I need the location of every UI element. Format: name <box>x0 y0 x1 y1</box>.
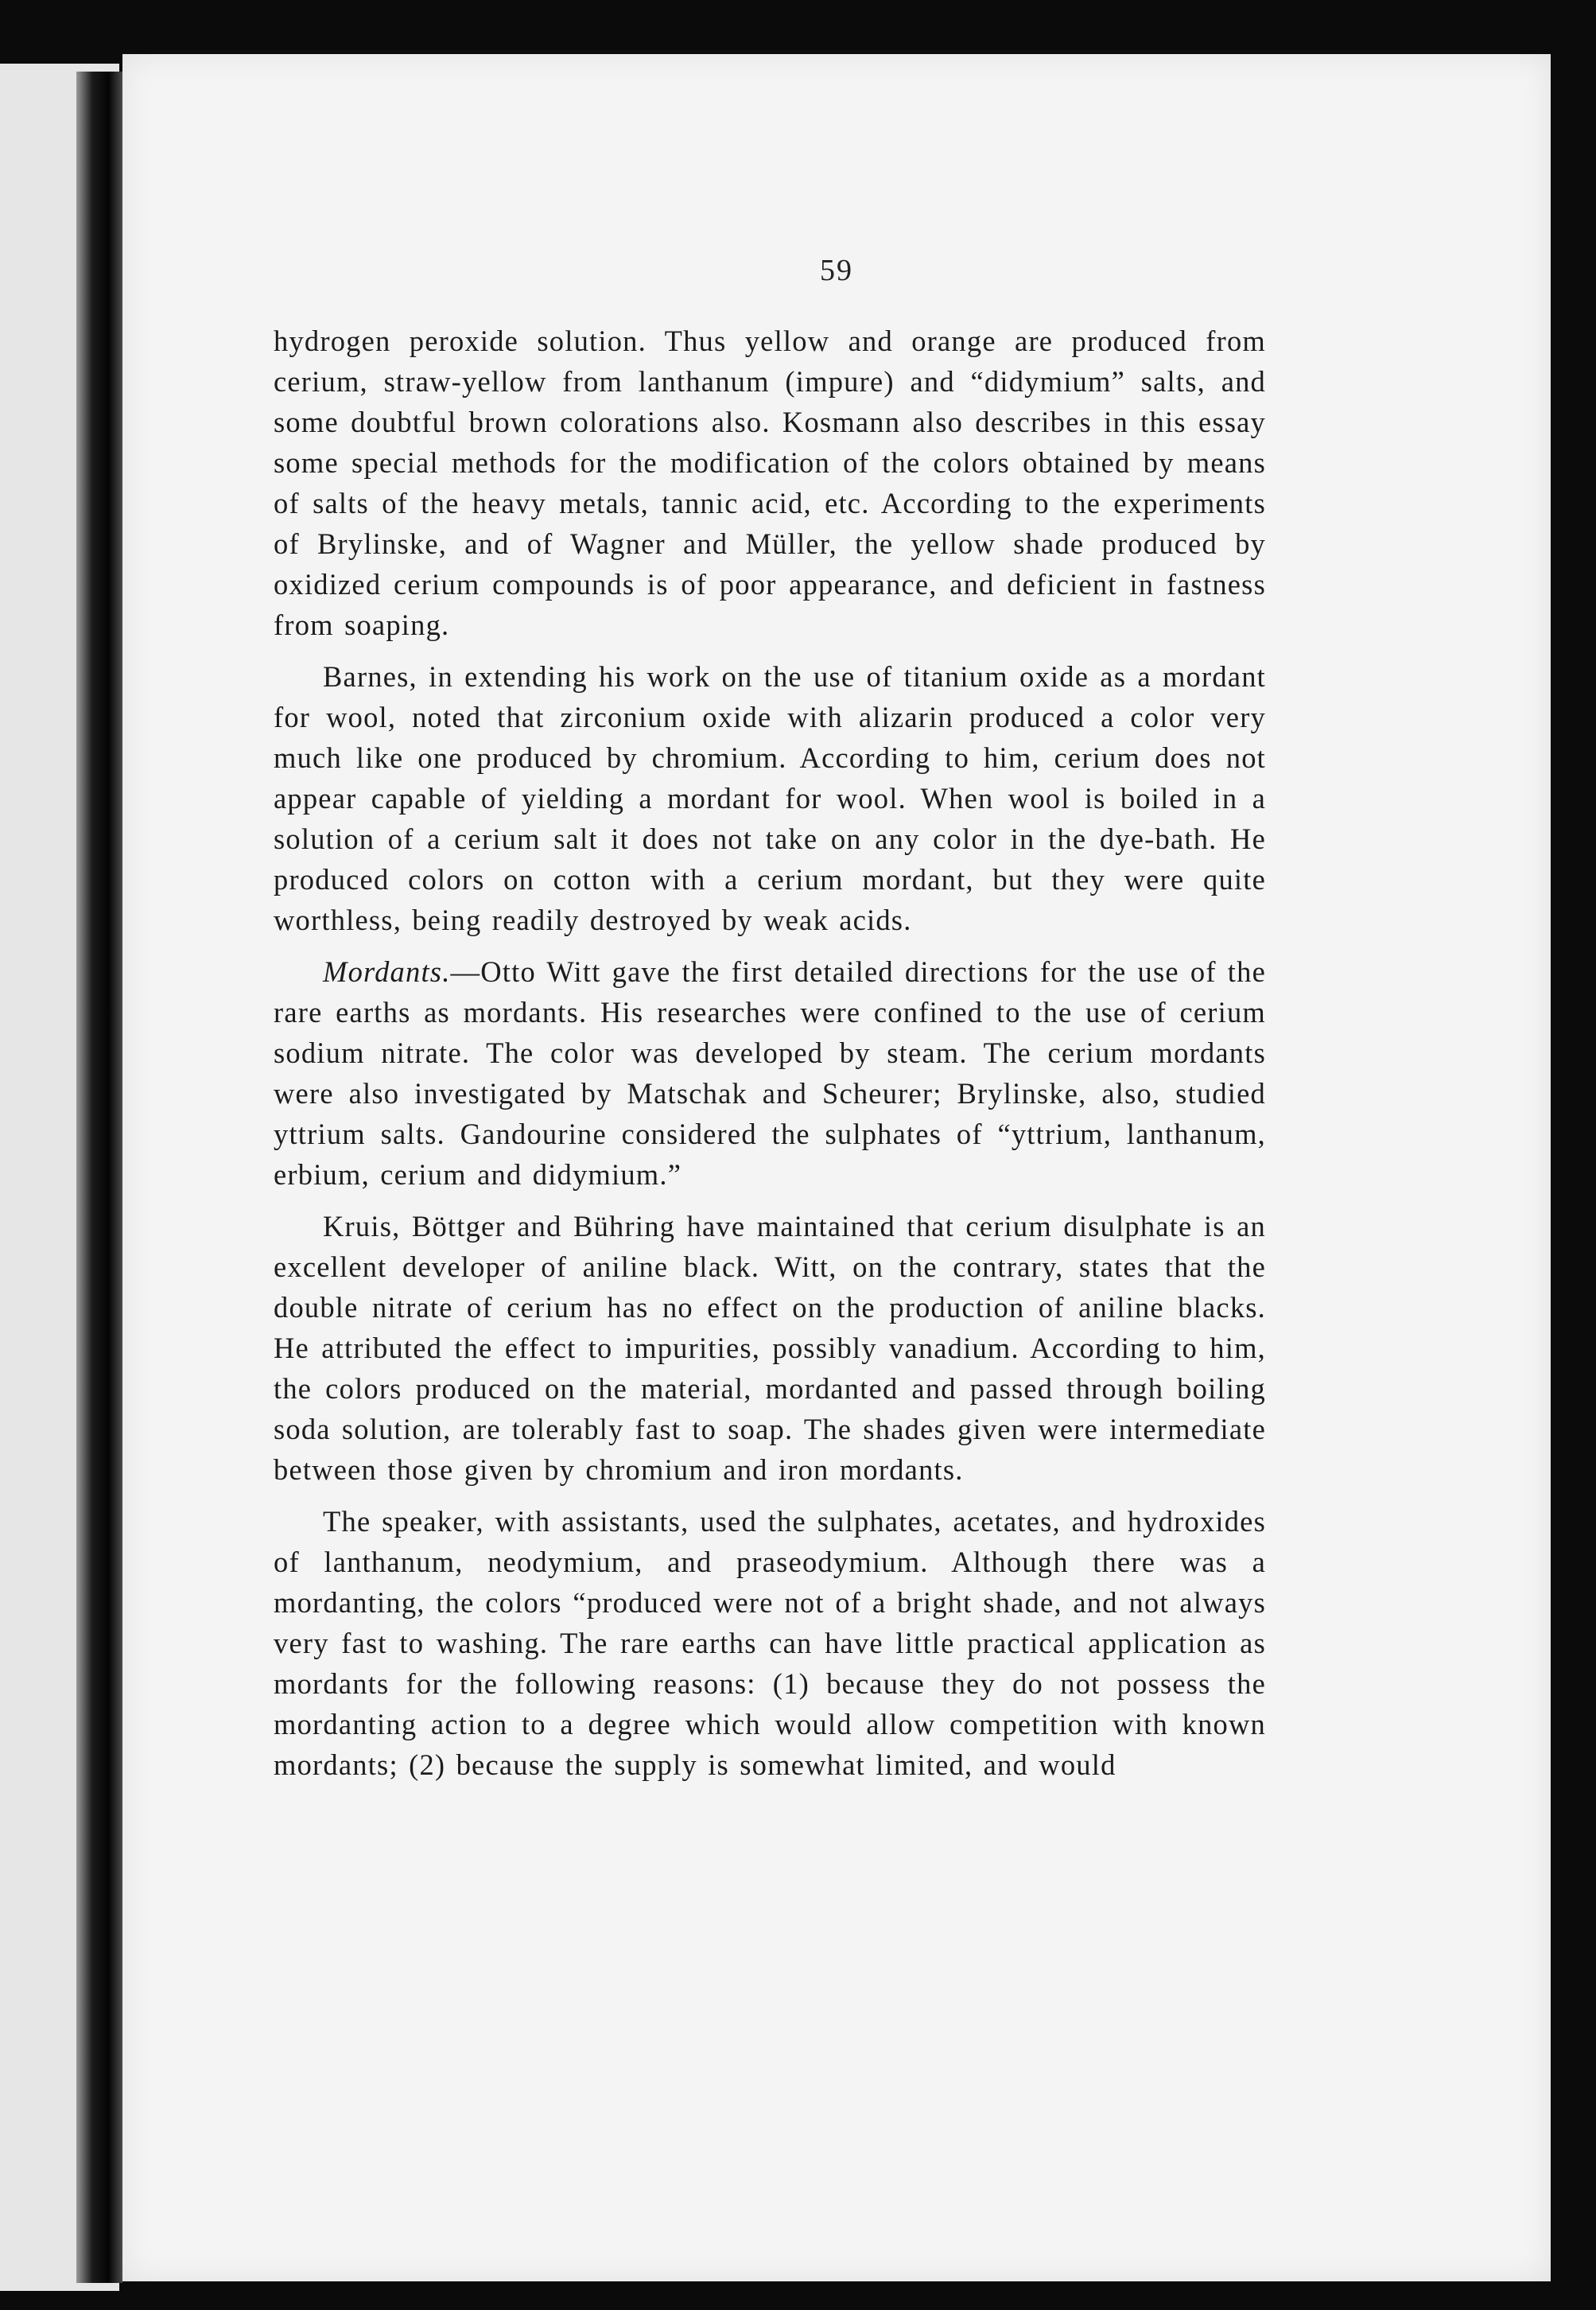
body-text <box>274 321 1266 1796</box>
paragraph-hydrogen-peroxide <box>274 321 1266 645</box>
paragraph-speaker <box>274 1501 1266 1785</box>
paragraph-text: —Otto Witt gave the first detailed directions for the use of the rare earths as mordants. His researches were confined to the use of cerium sodium nitrate. The color was developed by steam. The cerium mordants were also investigated by Matschak and Scheurer; Brylinske, also, studied yttrium salts. Gandourine considered the sulphates of “yttrium, lanthanum, erbium, cerium and didymium.” <box>274 955 1266 1191</box>
paragraph-text: Barnes, in extending his work on the use of titanium oxide as a mordant for wool, noted that zirconium oxide with alizarin produced a color very much like one produced by chromium. According to him, cerium does not appear capable of yielding a mordant for wool. When wool is boiled in a solution of a cerium salt it does not take on any color in the dye-bath. He produced colors on cotton with a cerium mordant, but they were quite worthless, being readily destroyed by weak acids. <box>274 660 1266 936</box>
paragraph-text: Kruis, Böttger and Bühring have maintained that cerium disulphate is an excellent developer of aniline black. Witt, on the contrary, states that the double nitrate of cerium has no effect on the production of aniline blacks. He attributed the effect to impurities, possibly vanadium. According to him, the colors produced on the material, mordanted and passed through boiling soda solution, are tolerably fast to soap. The shades given were intermediate between those given by chromium and iron mordants. <box>274 1210 1266 1486</box>
paragraph-text: hydrogen peroxide solution. Thus yellow and orange are produced from cerium, straw-yellow from lanthanum (impure) and “didymium” salts, and some doubtful brown colorations also. Kosmann also describes in this essay some special methods for the modification of the colors obtained by means of salts of the heavy metals, tannic acid, etc. According to the experiments of Brylinske, and of Wagner and Müller, the yellow shade produced by oxidized cerium compounds is of poor appearance, and deficient in fastness from soaping. <box>274 325 1266 641</box>
section-runin-heading: Mordants. <box>323 955 451 988</box>
paragraph-mordants <box>274 951 1266 1195</box>
book-spine <box>76 72 122 2283</box>
paragraph-text: The speaker, with assistants, used the sulphates, acetates, and hydroxides of lanthanum, neodymium, and praseodymium. Although there was a mordanting, the colors “produced were not of a bright shade, and not always very fast to washing. The rare earths can have little practical application as mordants for the following reasons: (1) because they do not possess the mordanting action to a degree which would allow competition with known mordants; (2) because the supply is somewhat limited, and would <box>274 1505 1266 1781</box>
paragraph-barnes <box>274 656 1266 940</box>
book-page <box>122 54 1551 2281</box>
page-number: 59 <box>820 254 853 287</box>
paragraph-kruis <box>274 1206 1266 1490</box>
